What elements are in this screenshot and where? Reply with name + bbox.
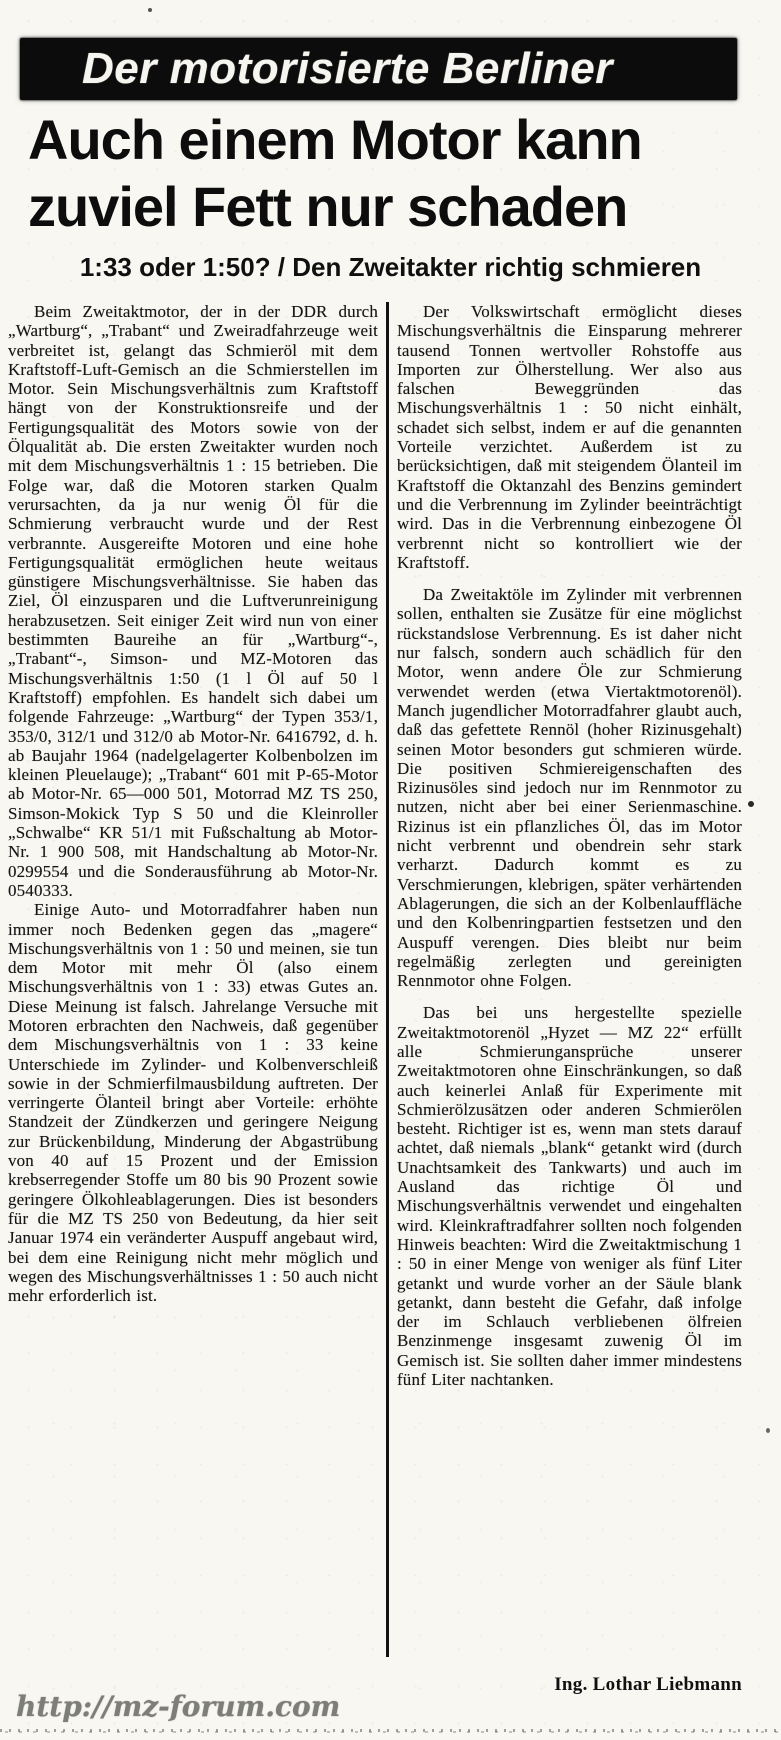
- article-right-column: [397, 302, 742, 1402]
- article-left-column: [8, 302, 378, 1305]
- article-paragraph: Einige Auto- und Motorradfahrer haben nun immer noch Bedenken gegen das „magere“ Mischungsverhältnis von 1 : 50 und meinen, sie tun dem Motor mit mehr Öl (also einem Mischungsverhältnis von 1 : 33) etwas Gutes an. Diese Meinung ist falsch. Jahrelange Versuche mit Motoren erbrachten den Nachweis, daß gegenüber dem Mischungsverhältnis von 1 : 33 keine Unterschiede im Zylinder- und Kolbenverschleiß sowie in der Schmierfilmausbildung auftreten. Der verringerte Ölanteil bringt aber Vorteile: erhöhte Standzeit der Zündkerzen und geringere Neigung zur Brückenbildung, Minderung der Abgastrübung von 40 auf 15 Prozent und der Emission krebserregender Stoffe um 80 bis 90 Prozent sowie geringere Ölkohleablagerungen. Dies ist besonders für die MZ TS 250 von Bedeutung, da hier seit Januar 1974 ein veränderter Auspuff angebaut wird, bei dem eine Reinigung nicht mehr möglich und wegen des Mischungsverhältnisses 1 : 50 auch nicht mehr erforderlich ist.: [8, 900, 379, 1306]
- article-paragraph: Der Volkswirtschaft ermöglicht dieses Mischungsverhältnis die Einsparung mehrerer tausend Tonnen wertvoller Rohstoffe aus Importen zur Ölherstellung. Wer also aus falschen Beweggründen das Mischungsverhältnis 1 : 50 nicht einhält, schadet sich selbst, indem er auf die genannten Vorteile verzichtet. Außerdem ist zu berücksichtigen, daß mit steigendem Ölanteil im Kraftstoff die Oktanzahl des Benzins gemindert und die Verbrennung im Zylinder beeinträchtigt wird. Das in die Verbrennung einbezogene Öl verbrennt nicht so kontrolliert wie der Kraftstoff.: [397, 302, 742, 572]
- byline: Ing. Lothar Liebmann: [554, 1674, 742, 1695]
- scan-noise-band: [0, 1727, 781, 1735]
- scan-artifact-dot: [766, 1428, 770, 1433]
- headline-line-1: Auch einem Motor kann: [28, 108, 642, 171]
- section-banner: [20, 38, 737, 100]
- subtitle: 1:33 oder 1:50? / Den Zweitakter richtig schmieren: [79, 252, 702, 282]
- article-paragraph: Das bei uns hergestellte spezielle Zweitaktmotorenöl „Hyzet — MZ 22“ erfüllt alle Schmierungansprüche unserer Zweitaktmotoren ohne Einschränkungen, so daß auch keinerlei Anlaß für Experimente mit Schmierölzusätzen oder anderen Schmierölen besteht. Richtiger ist es, wenn man stets darauf achtet, daß niemals „blank“ getankt wird (durch Unachtsamkeit des Tankwarts) und auch im Ausland das richtige Öl und Mischungsverhältnis verwendet und eingehalten wird. Kleinkraftradfahrer sollten noch folgenden Hinweis beachten: Wird die Zweitaktmischung 1 : 50 in einer Menge von weniger als fünf Liter getankt und wurde vorher an der Säule blank getankt, dann besteht die Gefahr, daß infolge der im Schlauch verbliebenen ölfreien Benzinmenge insgesamt zuwenig Öl im Gemisch ist. Sie sollten daher immer mindestens fünf Liter nachtanken.: [397, 1003, 742, 1390]
- headline: [28, 106, 748, 240]
- article-body: [8, 302, 772, 1657]
- headline-line-2: zuviel Fett nur schaden: [28, 175, 628, 238]
- article-paragraph: Da Zweitaktöle im Zylinder mit verbrennen sollen, enthalten sie Zusätze für eine möglichst rückstandslose Verbrennung. Es ist daher nicht nur falsch, sondern auch schädlich für den Motor, wenn andere Öle zur Schmierung verwendet werden (etwa Viertaktmotorenöl). Manch jugendlicher Motorradfahrer glaubt auch, daß das gefettete Rennöl (hoher Rizinusgehalt) seinen Motor besonders gut schmieren würde. Die positiven Schmiereigenschaften des Rizinusöles sind jedoch nur im Rennmotor zu nutzen, nicht aber bei einer Serienmaschine. Rizinus ist ein pflanzliches Öl, das im Motor nicht verbrennt und obendrein sehr stark verharzt. Dadurch kommt es zu Verschmierungen, klebrigen, später verhärtenden Ablagerungen, die sich an der Kolbenlauffläche und den Kolbenringpartien festsetzen und den Auspuff verengen. Dies bleibt nur beim regelmäßig zerlegten und gereinigten Rennmotor ohne Folgen.: [397, 585, 742, 991]
- column-divider-rule: [386, 302, 389, 1657]
- watermark-url: http://mz-forum.com: [16, 1690, 341, 1723]
- scan-artifact-dot: [748, 801, 754, 807]
- article-paragraph: Beim Zweitaktmotor, der in der DDR durch „Wartburg“, „Trabant“ und Zweiradfahrzeuge weit verbreitet ist, gelangt das Schmieröl mit dem Kraftstoff-Luft-Gemisch an die Schmierstellen im Motor. Sein Mischungsverhältnis zum Kraftstoff hängt von der Konstruktionsreife und der Fertigungsqualität des Motors sowie von der Ölqualität ab. Die ersten Zweitakter wurden noch mit dem Mischungsverhältnis 1 : 15 betrieben. Die Folge war, daß die Motoren starken Qualm verursachten, da ja nur wenig Öl für die Schmierung verbraucht wurde und der Rest verbrannte. Ausgereifte Motoren und eine hohe Fertigungsqualität ermöglichen heute weitaus günstigere Mischungsverhältnisse. Sie haben das Ziel, Öl einzusparen und die Luftverunreinigung herabzusetzen. Seit einiger Zeit wird nun von einer bestimmten Baureihe an für „Wartburg“-, „Trabant“-, Simson- und MZ-Motoren das Mischungsverhältnis 1:50 (1 l Öl auf 50 l Kraftstoff) empfohlen. Es handelt sich dabei um folgende Fahrzeuge: „Wartburg“ der Typen 353/1, 353/0, 312/1 und 312/0 ab Motor-Nr. 6416792, d. h. ab Baujahr 1964 (nadelgelagerter Kolbenbolzen im kleinen Pleuelauge); „Trabant“ 601 mit P-65-Motor ab Motor-Nr. 65—000 501, Motorrad MZ TS 250, Simson-Mokick Typ S 50 und die Kleinroller „Schwalbe“ KR 51/1 mit Fußschaltung ab Motor-Nr. 1 900 508, mit Handschaltung ab Motor-Nr. 0299554 und die Sonderausführung ab Motor-Nr. 0540333.: [8, 302, 378, 900]
- scan-artifact-dot: [148, 8, 152, 12]
- section-banner-title: Der motorisierte Berliner: [82, 44, 613, 93]
